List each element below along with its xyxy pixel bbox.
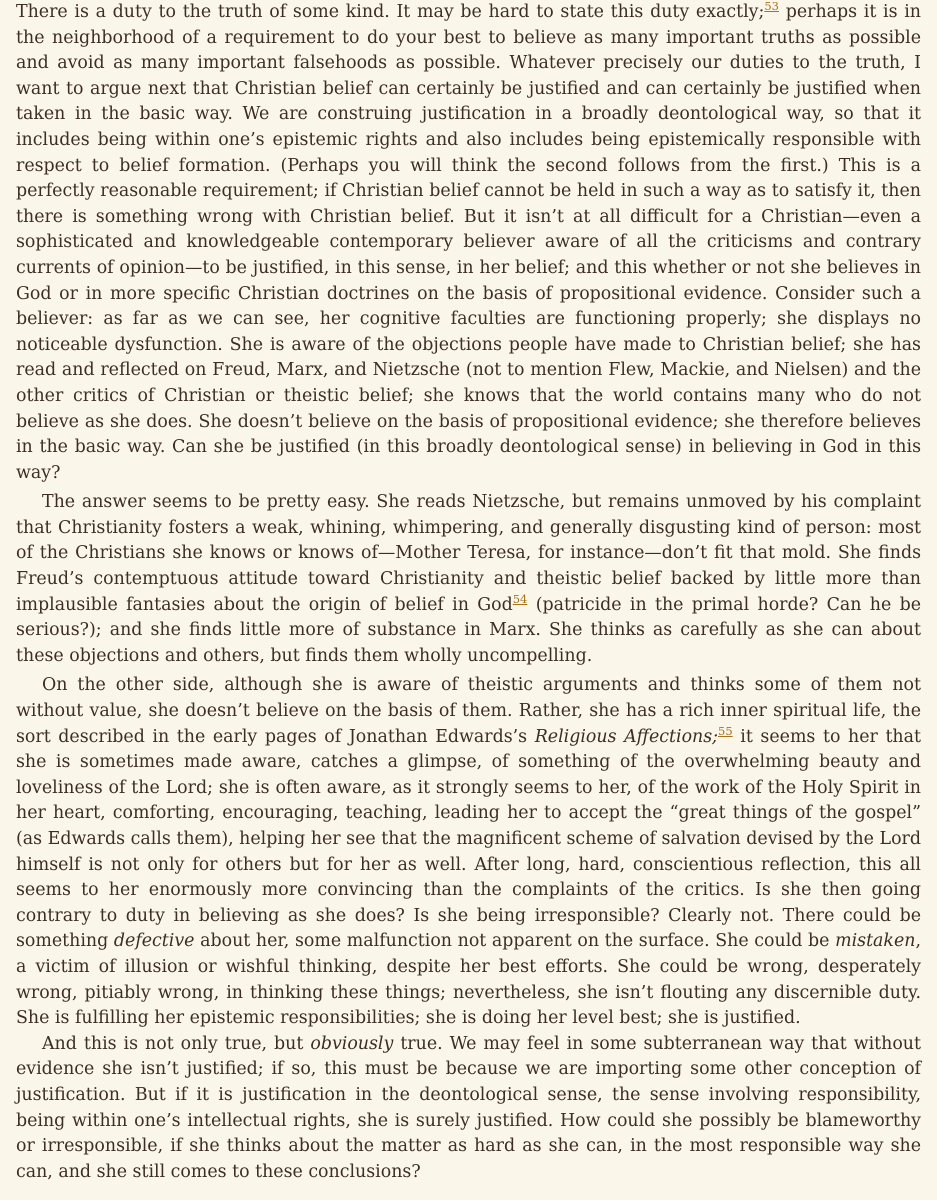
text-run: The answer seems to be pretty easy. She reads Nietzsche, but remains unmoved by his complaint that Christianity fosters a weak, whining, whimpering, and generally disgusting kind of person: most of the Christians she knows or knows of—Mother Teresa, for instance—don’t fit that mold. She finds Freud’s contemptuous attitude toward Christianity and theistic belief backed by little more than implausible fantasies about the origin of belief in God — [16, 492, 921, 615]
paragraph-4 — [16, 1032, 921, 1186]
text-run: , a victim of illusion or wishful thinking, despite her best efforts. She could be wrong, desperately wrong, pitiably wrong, in thinking these things; nevertheless, she isn’t flouting any discernible duty. She is fulfilling her epistemic responsibilities; she is doing her level best; she is justified. — [16, 931, 921, 1029]
text-run: perhaps it is in the neighborhood of a requirement to do your best to believe as many important truths as possible and avoid as many important falsehoods as possible. Whatever precisely our duties to the truth, I want to argue next that Christian belief can certainly be justified and can certainly be justified when taken in the basic way. We are construing justification in a broadly deontological way, so that it includes being within one’s epistemic rights and also includes being epistemically responsible with respect to belief formation. (Perhaps you will think the second follows from the first.) This is a perfectly reasonable requirement; if Christian belief cannot be held in such a way as to satisfy it, then there is something wrong with Christian belief. But it isn’t at all difficult for a Christian—even a sophisticated and knowledgeable contemporary believer aware of all the criticisms and contrary currents of opinion—to be justified, in this sense, in her belief; and this whether or not she believes in God or in more specific Christian doctrines on the basis of propositional evidence. Consider such a believer: as far as we can see, her cognitive faculties are functioning properly; she displays no noticeable dysfunction. She is aware of the objections people have made to Christian belief; she has read and reflected on Freud, Marx, and Nietzsche (not to mention Flew, Mackie, and Nielsen) and the other critics of Christian or theistic belief; she knows that the world contains many who do not believe as she does. She doesn’t believe on the basis of propositional evidence; she therefore believes in the basic way. Can she be justified (in this broadly deontological sense) in believing in God in this way? — [16, 2, 921, 483]
emphasis-text: obviously — [310, 1033, 394, 1054]
paragraph-1 — [16, 0, 921, 486]
text-run: And this is not only true, but — [42, 1033, 311, 1054]
text-run: On the other side, although she is aware of theistic arguments and thinks some of them not without value, she doesn’t believe on the basis of them. Rather, she has a rich inner spiritual life, the sort described in the early pages of Jonathan Edwards’s — [16, 675, 921, 747]
text-run: (patricide in the primal horde? Can he be serious?); and she finds little more of substance in Marx. She thinks as carefully as she can about these objections and others, but finds them wholly uncompelling. — [16, 594, 921, 666]
text-run: it seems to her that she is sometimes made aware, catches a glimpse, of something of the overwhelming beauty and loveliness of the Lord; she is often aware, as it strongly seems to her, of the work of the Holy Spirit in her heart, comforting, encouraging, teaching, leading her to accept the “great things of the gospel” (as Edwards calls them), helping her see that the magnificent scheme of salvation devised by the Lord himself is not only for others but for her as well. After long, hard, conscientious reflection, this all seems to her enormously more convincing than the complaints of the critics. Is she then going contrary to duty in believing as she does? Is she being irresponsible? Clearly not. There could be something — [16, 726, 921, 952]
emphasis-text: Religious Affections; — [534, 726, 719, 747]
paragraph-3 — [16, 673, 921, 1031]
emphasis-text: defective — [113, 931, 195, 952]
footnote-ref-53[interactable]: 53 — [764, 0, 779, 13]
text-run: about her, some malfunction not apparent on the surface. She could be — [194, 931, 836, 952]
text-run: true. We may feel in some subterranean way that without evidence she isn’t justified; if so, this must be because we are importing some other conception of justification. But if it is justification in the deontological sense, the sense involving responsibility, being within one’s intellectual rights, she is surely justified. How could she possibly be blameworthy or irresponsible, if she thinks about the matter as hard as she can, in the most responsible way she can, and she still comes to these conclusions? — [16, 1033, 921, 1182]
footnote-ref-54[interactable]: 54 — [512, 591, 528, 606]
emphasis-text: mistaken — [835, 931, 916, 952]
page-body — [16, 0, 921, 1185]
footnote-ref-55[interactable]: 55 — [718, 723, 733, 738]
text-run: There is a duty to the truth of some kind. It may be hard to state this duty exactly; — [16, 2, 765, 22]
paragraph-2 — [16, 490, 921, 669]
